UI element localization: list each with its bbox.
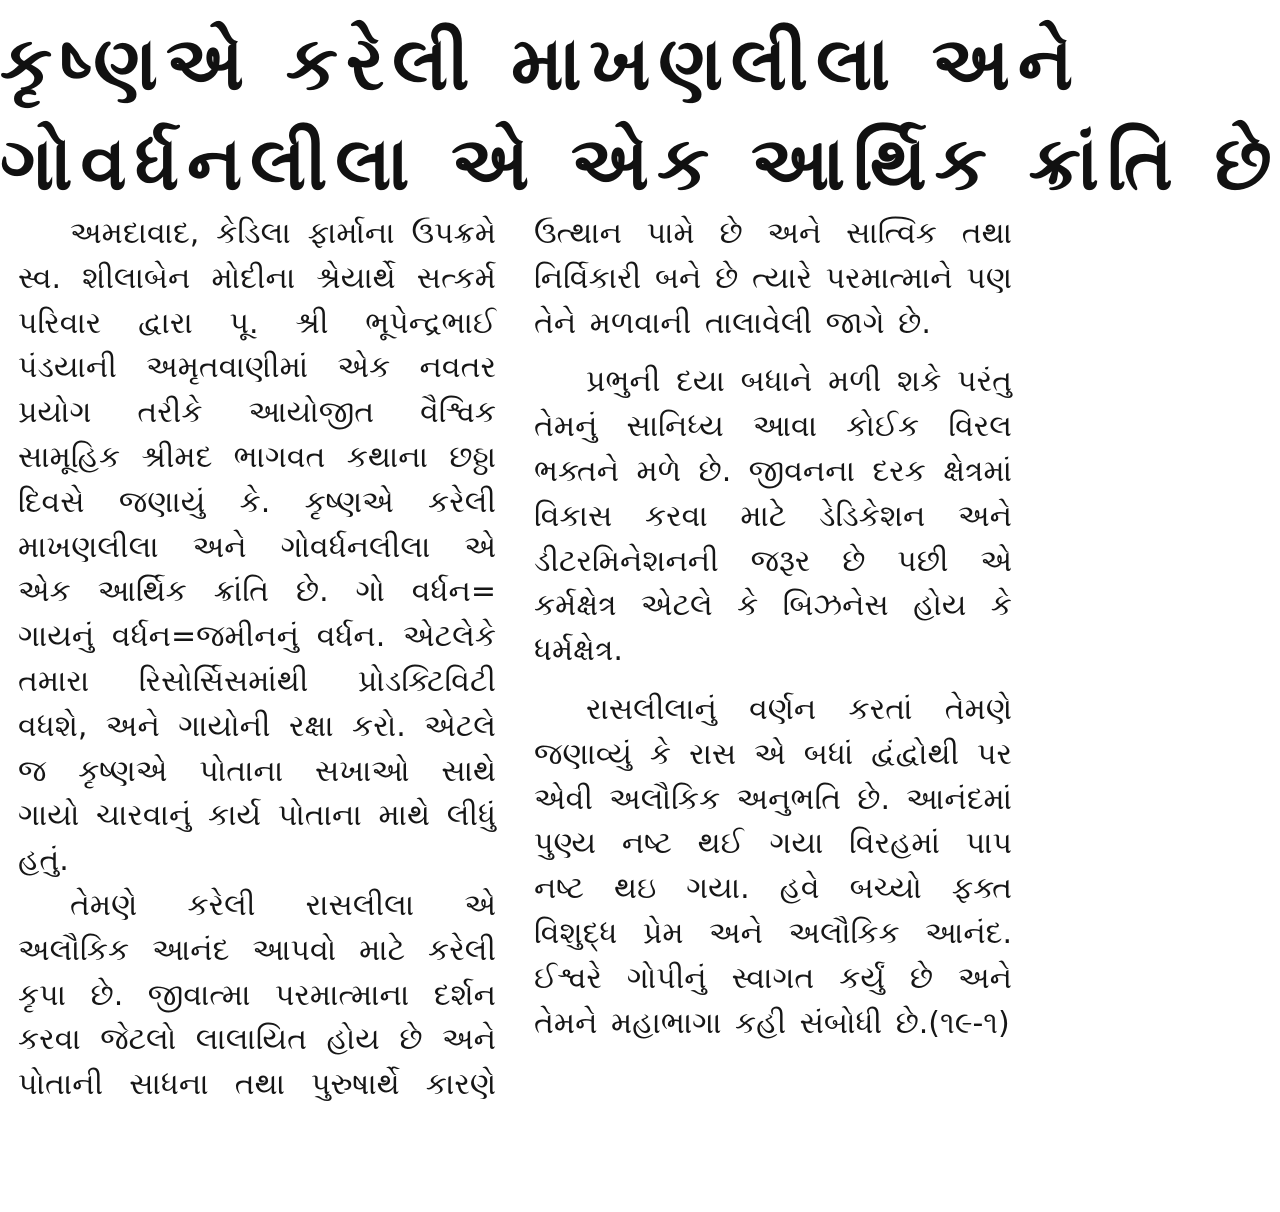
paragraph-gap (534, 674, 1012, 688)
paragraph-gap (534, 346, 1012, 360)
headline-line-1: કૃષ્ણએ કરેલી માખણલીલા અને (0, 21, 1082, 107)
right-paragraph-3: રાસલીલાનું વર્ણન કરતાં તેમણે જણાવ્યું કે રાસ એ બધાં દ્વંદ્વોથી પર એવી અલૌકિક અનુભતિ છે. આનંદમાં પુણ્ય નષ્ટ થઈ ગયા વિરહમાં પાપ નષ્ટ થઇ ગયા. હવે બચ્યો ફક્ત વિશુદ્ધ પ્રેમ અને અલૌકિક આનંદ. ઈશ્વરે ગોપીનું સ્વાગત કર્યું છે અને તેમને મહાભાગા કહી સંબોધી છે.(૧૯-૧) (534, 691, 1012, 1041)
left-paragraph-1: અમદાવાદ, કેડિલા ફાર્માના ઉપક્રમે સ્વ. શીલાબેન મોદીના શ્રેયાર્થે સત્કર્મ પરિવાર દ્વારા પૂ. શ્રી ભૂપેન્દ્રભાઈ પંડયાની અમૃતવાણીમાં એક નવતર પ્રયોગ તરીકે આયોજીત વૈશ્વિક સામૂહિક શ્રીમદ ભાગવત કથાના છઠ્ઠા દિવસે જણાયું કે. કૃષ્ણએ કરેલી માખણલીલા અને ગોવર્ધનલીલા એ એક આર્થિક ક્રાંતિ છે. ગો વર્ધન= ગાયનું વર્ધન=જમીનનું વર્ધન. એટલેકે તમારા રિસોર્સિસમાંથી પ્રોડક્ટિવિટી વધશે, અને ગાયોની રક્ષા કરો. એટલે જ કૃષ્ણએ પોતાના સખાઓ સાથે ગાયો ચારવાનું કાર્ય પોતાના માથે લીધું હતું. (18, 216, 496, 879)
left-paragraph-2: તેમણે કરેલી રાસલીલા એ અલૌકિક આનંદ આપવો માટે કરેલી કૃપા છે. જીવાત્મા પરમાત્માના દર્શન કરવા જેટલો લાલાયિત હોય છે અને પોતાની સાધના તથા પુરુષાર્થે કારણે (18, 887, 496, 1103)
headline (0, 14, 1280, 214)
right-paragraph-2: પ્રભુની દયા બધાને મળી શકે પરંતુ તેમનું સાનિધ્ય આવા કોઈક વિરલ ભક્તને મળે છે. જીવનના દરક ક્ષેત્રમાં વિકાસ કરવા માટે ડેડિકેશન અને ડીટરમિનેશનની જરૂર છે પછી એ કર્મક્ષેત્ર એટલે કે બિઝનેસ હોય કે ધર્મક્ષેત્ર. (534, 364, 1012, 669)
left-column (18, 212, 496, 1108)
headline-line-2: ગોવર્ધનલીલા એ એક આર્થિક ક્રાંતિ છે (0, 121, 1280, 207)
right-paragraph-1: ઉત્થાન પામે છે અને સાત્વિક તથા નિર્વિકારી બને છે ત્યારે પરમાત્માને પણ તેને મળવાની તાલાવેલી જાગે છે. (534, 216, 1012, 341)
right-column (534, 212, 1012, 1046)
article-body (18, 212, 1018, 1202)
